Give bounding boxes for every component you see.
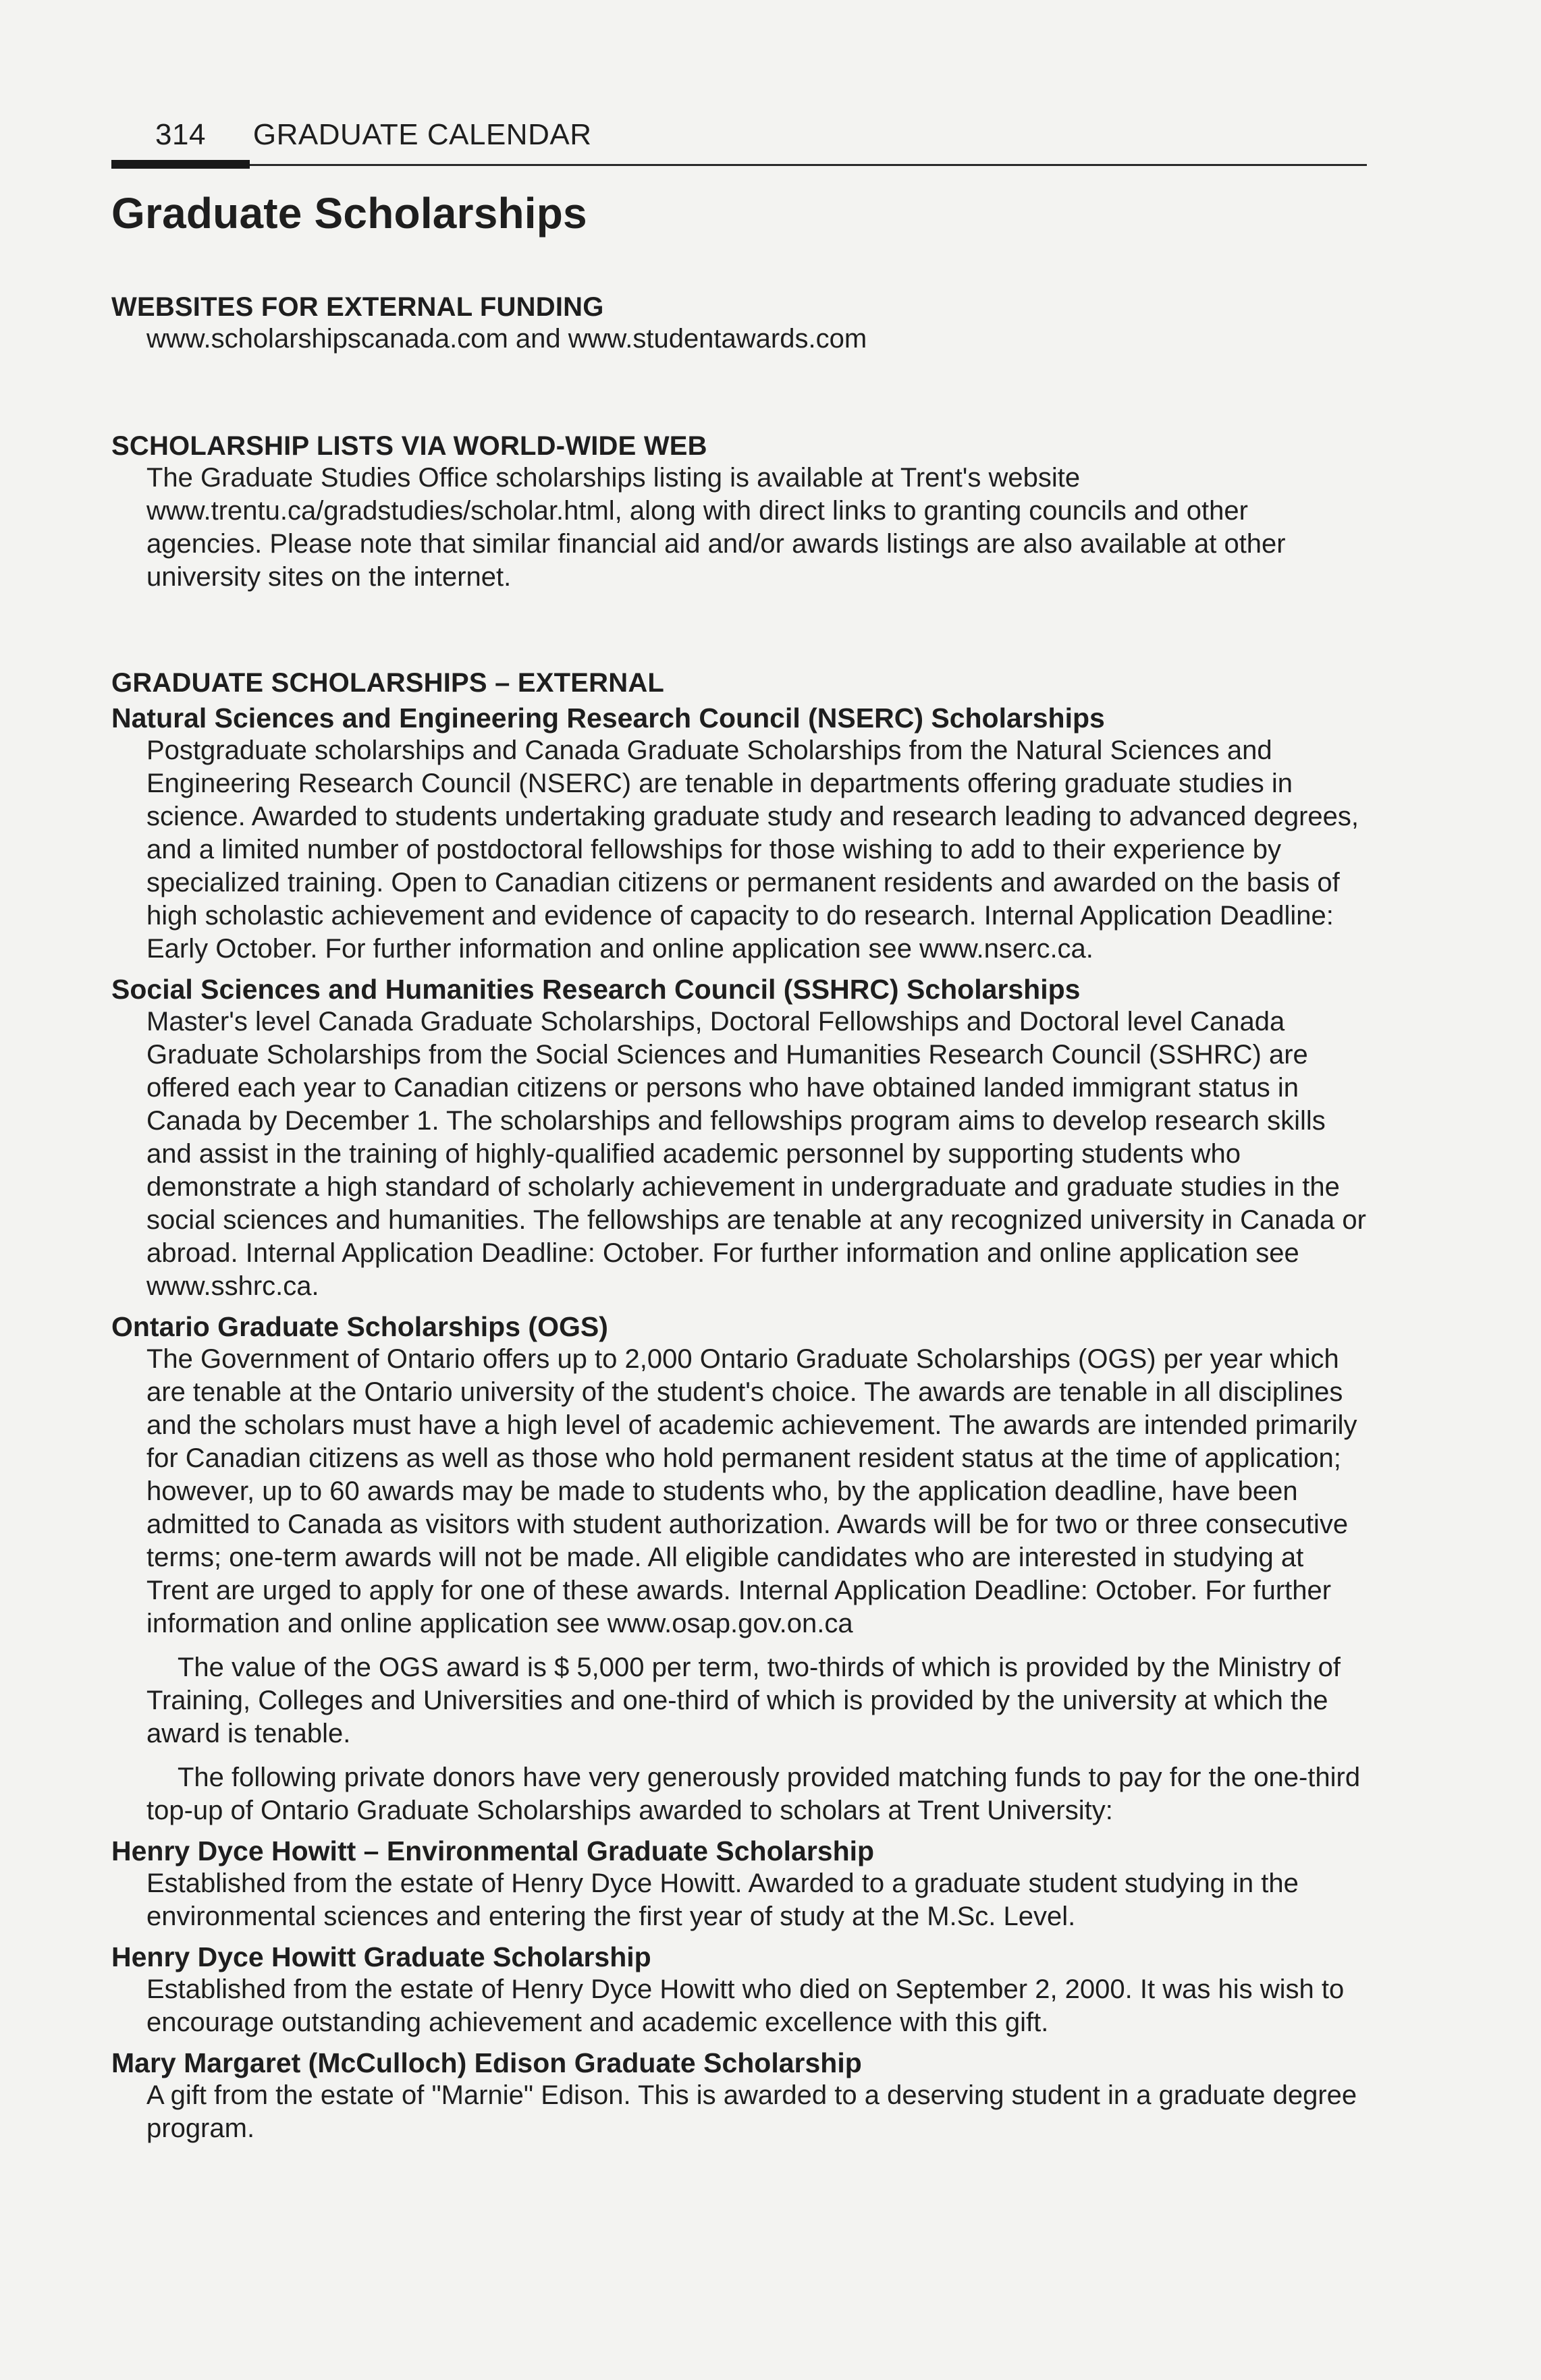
entry-text: A gift from the estate of "Marnie" Edison. This is awarded to a deserving student in a graduate degree program. [146,2080,1357,2143]
entry-nserc [111,702,1367,966]
section-scholarship-lists [111,431,1367,594]
entry-title: Ontario Graduate Scholarships (OGS) [111,1311,608,1342]
running-header [155,118,1367,152]
page-content [111,118,1367,2145]
section-heading: WEBSITES FOR EXTERNAL FUNDING [111,292,604,322]
page-number: 314 [155,118,206,151]
entry-text: The Government of Ontario offers up to 2,000 Ontario Graduate Scholarships (OGS) per year which are tenable at the Ontario university of the student's choice. The awards are tenable in all disciplines and the scholars must have a high level of academic achievement. The awards are intended primarily for Canadian citizens as well as those who hold permanent resident status at the time of application; however, up to 60 awards may be made to students who, by the application deadline, have been admitted to Canada as visitors with student authorization. Awards will be for two or three consecutive terms; one-term awards will not be made. All eligible candidates who are interested in studying at Trent are urged to apply for one of these awards. Internal Application Deadline: October. For further information and online application see www.osap.gov.on.ca [146,1344,1357,1638]
section-heading: SCHOLARSHIP LISTS VIA WORLD-WIDE WEB [111,431,707,461]
entry-howitt-environmental [111,1835,1367,1933]
entry-title: Henry Dyce Howitt – Environmental Graduate Scholarship [111,1835,875,1866]
entry-howitt [111,1941,1367,2039]
entry-title: Natural Sciences and Engineering Research Council (NSERC) Scholarships [111,702,1105,734]
entry-ogs [111,1311,1367,1827]
ogs-donors-text: The following private donors have very generously provided matching funds to pay for the one-third top-up of Ontario Graduate Scholarships awarded to scholars at Trent University: [146,1763,1361,1825]
header-rule-thin [111,164,1367,166]
header-rule-accent [111,160,250,169]
header-rule [111,159,1367,169]
entry-title: Mary Margaret (McCulloch) Edison Graduate Scholarship [111,2047,862,2078]
entry-text: Established from the estate of Henry Dyce Howitt who died on September 2, 2000. It was his wish to encourage outstanding achievement and academic excellence with this gift. [146,1974,1345,2037]
entry-text: Established from the estate of Henry Dyce Howitt. Awarded to a graduate student studying in the environmental sciences and entering the first year of study at the M.Sc. Level. [146,1869,1299,1931]
ogs-value-text: The value of the OGS award is $ 5,000 per term, two-thirds of which is provided by the Ministry of Training, Colleges and Universities and one-third of which is provided by the university at which the award is tenable. [146,1653,1341,1748]
page-title: Graduate Scholarships [111,189,587,238]
section-heading: GRADUATE SCHOLARSHIPS – EXTERNAL [111,668,665,698]
section-text: The Graduate Studies Office scholarships listing is available at Trent's website www.trentu.ca/gradstudies/scholar.html, along with direct links to granting councils and other agencies. Please note that similar financial aid and/or awards listings are also available at other university sites on the internet. [146,463,1286,592]
entry-text: Postgraduate scholarships and Canada Graduate Scholarships from the Natural Sciences and Engineering Research Council (NSERC) are tenable in departments offering graduate studies in science. Awarded to students undertaking graduate study and research leading to advanced degrees, and a limited number of postdoctoral fellowships for those wishing to add to their experience by specialized training. Open to Canadian citizens or permanent residents and awarded on the basis of high scholastic achievement and evidence of capacity to do research. Internal Application Deadline: Early October. For further information and online application see www.nserc.ca. [146,736,1359,964]
entry-edison [111,2047,1367,2145]
section-external [111,668,1367,2145]
entry-title: Henry Dyce Howitt Graduate Scholarship [111,1941,651,1972]
entry-text: Master's level Canada Graduate Scholarships, Doctoral Fellowships and Doctoral level Canada Graduate Scholarships from the Social Sciences and Humanities Research Council (SSHRC) are offered each year to Canadian citizens or persons who have obtained landed immigrant status in Canada by December 1. The scholarships and fellowships program aims to develop research skills and assist in the training of highly-qualified academic personnel by supporting students who demonstrate a high standard of scholarly achievement in undergraduate and graduate studies in the social sciences and humanities. The fellowships are tenable at any recognized university in Canada or abroad. Internal Application Deadline: October. For further information and online application see www.sshrc.ca. [146,1007,1366,1301]
entry-title: Social Sciences and Humanities Research Council (SSHRC) Scholarships [111,974,1081,1005]
section-text: www.scholarshipscanada.com and www.studentawards.com [146,324,867,354]
running-title: GRADUATE CALENDAR [252,118,592,151]
entry-sshrc [111,974,1367,1303]
section-websites [111,292,1367,356]
